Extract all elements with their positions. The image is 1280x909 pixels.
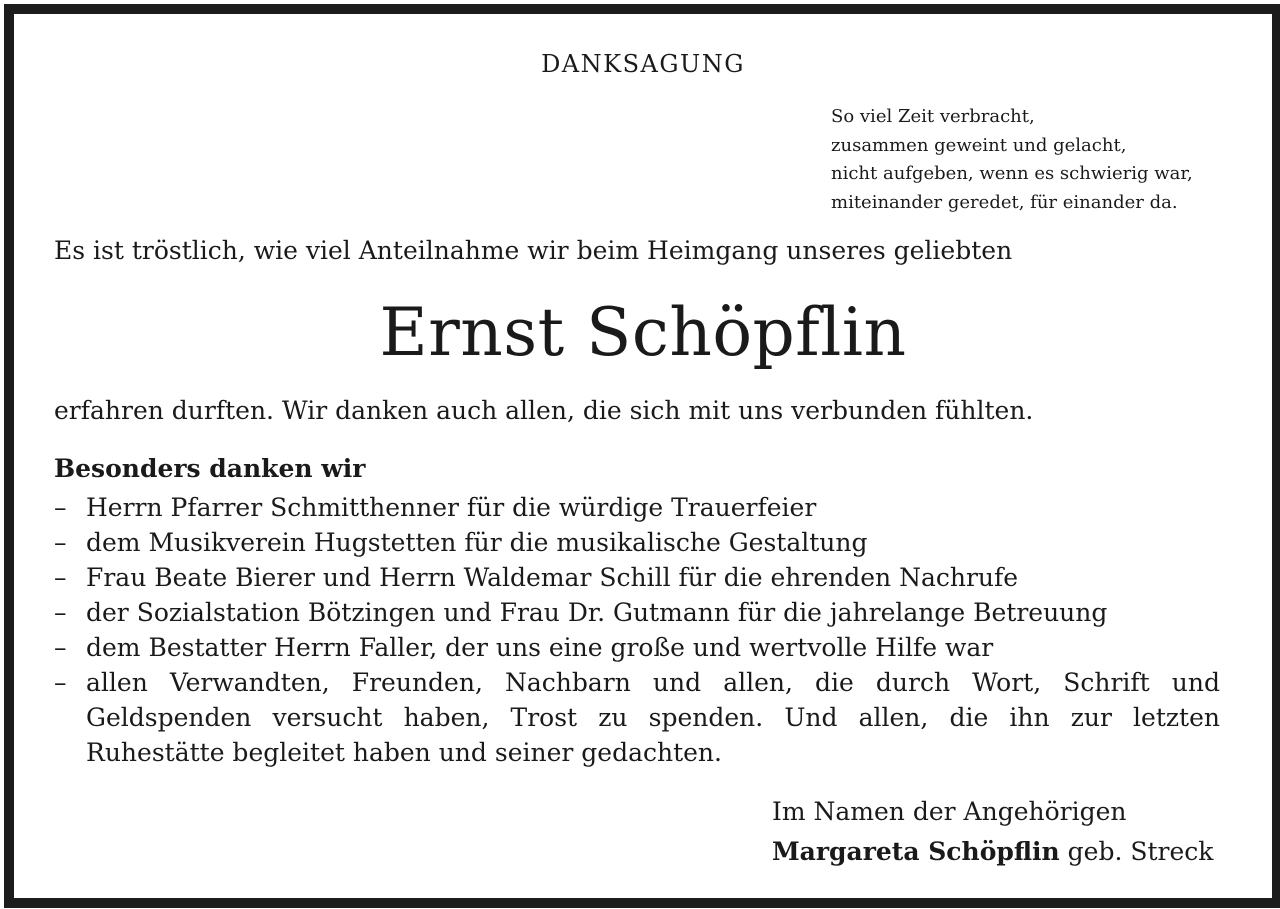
thanks-list bbox=[54, 490, 1220, 770]
dash-bullet: – bbox=[54, 493, 67, 522]
dash-bullet: – bbox=[54, 563, 67, 592]
poem-line: miteinander geredet, für einander da. bbox=[831, 191, 1178, 213]
notice-heading: DANKSAGUNG bbox=[541, 50, 745, 78]
signature-line: Im Namen der Angehörigen bbox=[772, 797, 1127, 826]
thanks-item-text: dem Bestatter Herrn Faller, der uns eine große und wertvolle Hilfe war bbox=[86, 633, 994, 662]
thanks-item-text: Herrn Pfarrer Schmitthenner für die würdige Trauerfeier bbox=[86, 493, 817, 522]
signature-block bbox=[772, 792, 1213, 872]
thanks-item-text: der Sozialstation Bötzingen und Frau Dr. Gutmann für die jahrelange Betreuung bbox=[86, 598, 1108, 627]
signature-name-line bbox=[772, 832, 1213, 872]
thanks-item bbox=[54, 595, 1220, 630]
thanks-item-text: Frau Beate Bierer und Herrn Waldemar Schill für die ehrenden Nachrufe bbox=[86, 563, 1019, 592]
dash-bullet: – bbox=[54, 528, 67, 557]
thanks-heading: Besonders danken wir bbox=[54, 454, 366, 483]
poem-line: zusammen geweint und gelacht, bbox=[831, 134, 1127, 156]
deceased-name: Ernst Schöpflin bbox=[379, 294, 907, 371]
thanks-item-text: allen Verwandten, Freunden, Nachbarn und allen, die durch Wort, Schrift und Geldspenden versucht haben, Trost zu spenden. Und allen, die ihn zur letzten Ruhestätte begleitet haben und seiner gedachten. bbox=[86, 668, 1220, 767]
poem-line: nicht aufgeben, wenn es schwierig war, bbox=[831, 163, 1193, 184]
dash-bullet: – bbox=[54, 598, 67, 627]
thanks-item bbox=[54, 665, 1220, 770]
intro-text: Es ist tröstlich, wie viel Anteilnahme wir beim Heimgang unseres geliebten bbox=[54, 236, 1013, 265]
dash-bullet: – bbox=[54, 668, 67, 697]
poem-line: So viel Zeit verbracht, bbox=[831, 106, 1035, 127]
signature-suffix: geb. Streck bbox=[1067, 837, 1214, 866]
thanks-item bbox=[54, 490, 1220, 525]
signature-name: Margareta Schöpflin bbox=[772, 837, 1060, 866]
thanks-item bbox=[54, 525, 1220, 560]
poem bbox=[831, 103, 1193, 217]
thanks-item-text: dem Musikverein Hugstetten für die musikalische Gestaltung bbox=[86, 528, 868, 557]
thanks-item bbox=[54, 560, 1220, 595]
thanks-item bbox=[54, 630, 1220, 665]
notice-frame bbox=[4, 4, 1280, 908]
dash-bullet: – bbox=[54, 633, 67, 662]
after-text: erfahren durften. Wir danken auch allen, die sich mit uns verbunden fühlten. bbox=[54, 396, 1034, 425]
